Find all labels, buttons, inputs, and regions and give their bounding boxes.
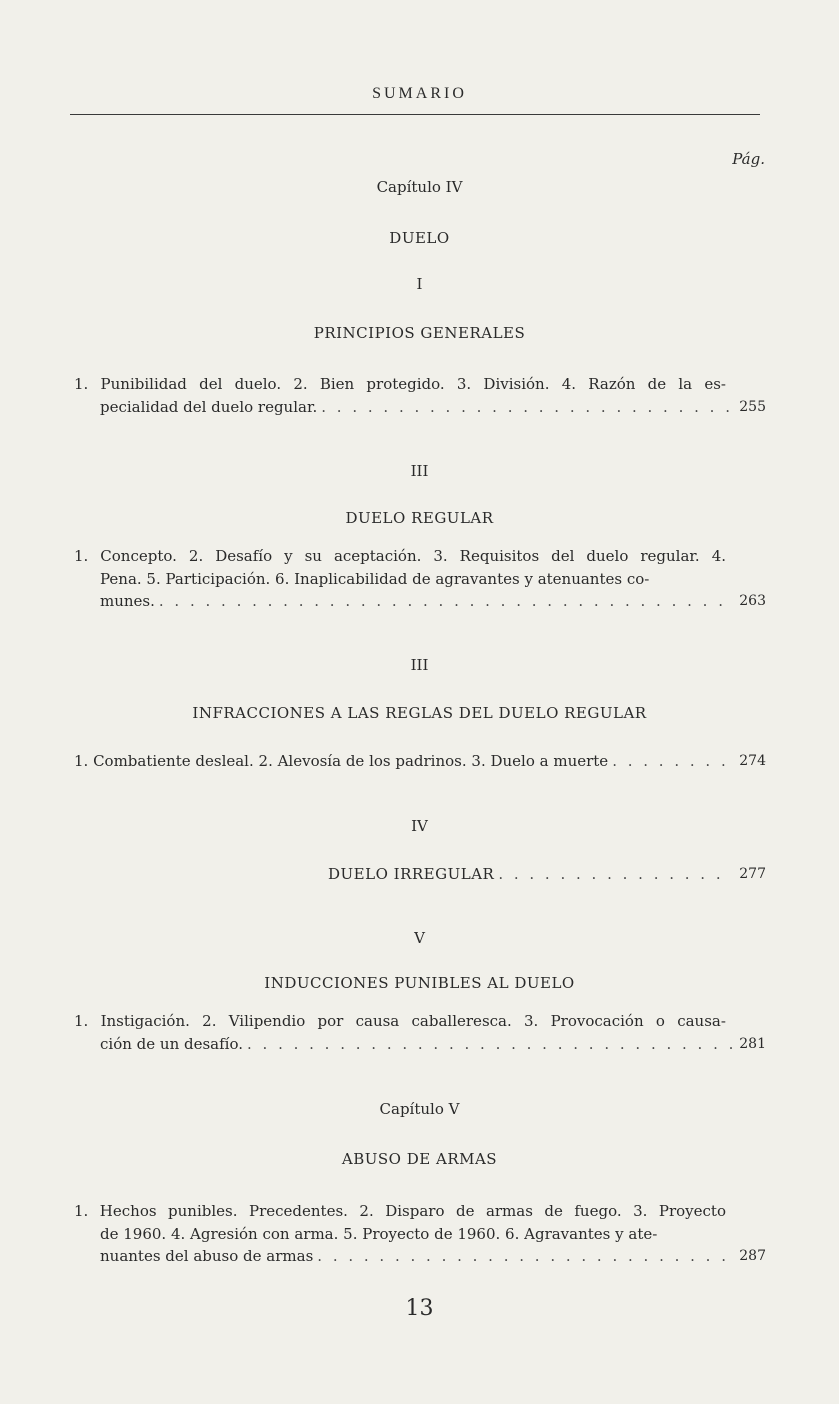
entry-line-with-leader: [74, 590, 766, 613]
section-1-roman: I: [416, 275, 423, 293]
toc-entry: [328, 863, 766, 886]
entry-line: de 1960. 4. Agresión con arma. 5. Proyecto de 1960. 6. Agravantes y ate-: [100, 1224, 658, 1243]
chapter-5-title: ABUSO DE ARMAS: [341, 1150, 498, 1168]
page-header-title: SUMARIO: [372, 85, 467, 102]
dot-leader: [612, 750, 732, 773]
entry-line: 1. Punibilidad del duelo. 2. Bien protegido. 3. División. 4. Razón de la es-: [74, 375, 726, 393]
dot-leader: [247, 1033, 732, 1056]
toc-entry: [74, 1200, 766, 1268]
entry-line: munes.: [100, 592, 155, 610]
section-5-title: INDUCCIONES PUNIBLES AL DUELO: [264, 974, 575, 992]
section-4-roman: IV: [411, 817, 428, 835]
chapter-4-title: DUELO: [389, 229, 450, 247]
section-2-title: DUELO REGULAR: [345, 509, 494, 527]
entry-page-number: 274: [739, 753, 766, 769]
section-3-title: INFRACCIONES A LAS REGLAS DEL DUELO REGULAR: [192, 704, 647, 722]
entry-line-with-leader: [328, 863, 766, 886]
entry-line-with-leader: [74, 1245, 766, 1268]
entry-line-with-leader: [74, 396, 766, 419]
section-4-title: DUELO IRREGULAR: [328, 865, 495, 883]
header-rule: [70, 114, 760, 115]
entry-line: Pena. 5. Participación. 6. Inaplicabilidad de agravantes y atenuantes co-: [100, 569, 650, 588]
entry-page-number: 287: [739, 1248, 766, 1264]
dot-leader: [159, 590, 732, 613]
entry-line: nuantes del abuso de armas: [100, 1247, 314, 1265]
dot-leader: [498, 863, 732, 886]
entry-line-with-leader: [74, 1033, 766, 1056]
section-1-title: PRINCIPIOS GENERALES: [313, 324, 526, 342]
entry-line: ción de un desafío.: [100, 1034, 243, 1053]
entry-line: pecialidad del duelo regular.: [100, 397, 318, 416]
section-3-roman: III: [410, 656, 429, 674]
toc-entry: [74, 1010, 766, 1055]
section-5-roman: V: [414, 929, 425, 947]
entry-line: 1. Hechos punibles. Precedentes. 2. Disparo de armas de fuego. 3. Proyecto: [74, 1202, 726, 1220]
entry-page-number: 277: [739, 866, 766, 882]
page-number-footer: 13: [405, 1296, 434, 1321]
entry-page-number: 263: [739, 593, 766, 609]
entry-line: 1. Concepto. 2. Desafío y su aceptación. 3. Requisitos del duelo regular. 4.: [74, 547, 726, 565]
chapter-5-label: Capítulo V: [379, 1100, 460, 1118]
entry-page-number: 281: [739, 1035, 766, 1052]
toc-entry: [74, 750, 766, 773]
entry-line-with-leader: [74, 750, 766, 773]
chapter-4-label: Capítulo IV: [376, 178, 463, 196]
dot-leader: [321, 396, 732, 419]
entry-line: 1. Instigación. 2. Vilipendio por causa caballeresca. 3. Provocación o causa-: [74, 1012, 726, 1030]
entry-line: 1. Combatiente desleal. 2. Alevosía de los padrinos. 3. Duelo a muerte: [74, 752, 609, 770]
dot-leader: [317, 1245, 732, 1268]
toc-entry: [74, 373, 766, 418]
entry-page-number: 255: [739, 398, 766, 415]
page-column-label: Pág.: [732, 150, 765, 168]
section-2-roman: III: [410, 462, 429, 480]
toc-entry: [74, 545, 766, 613]
